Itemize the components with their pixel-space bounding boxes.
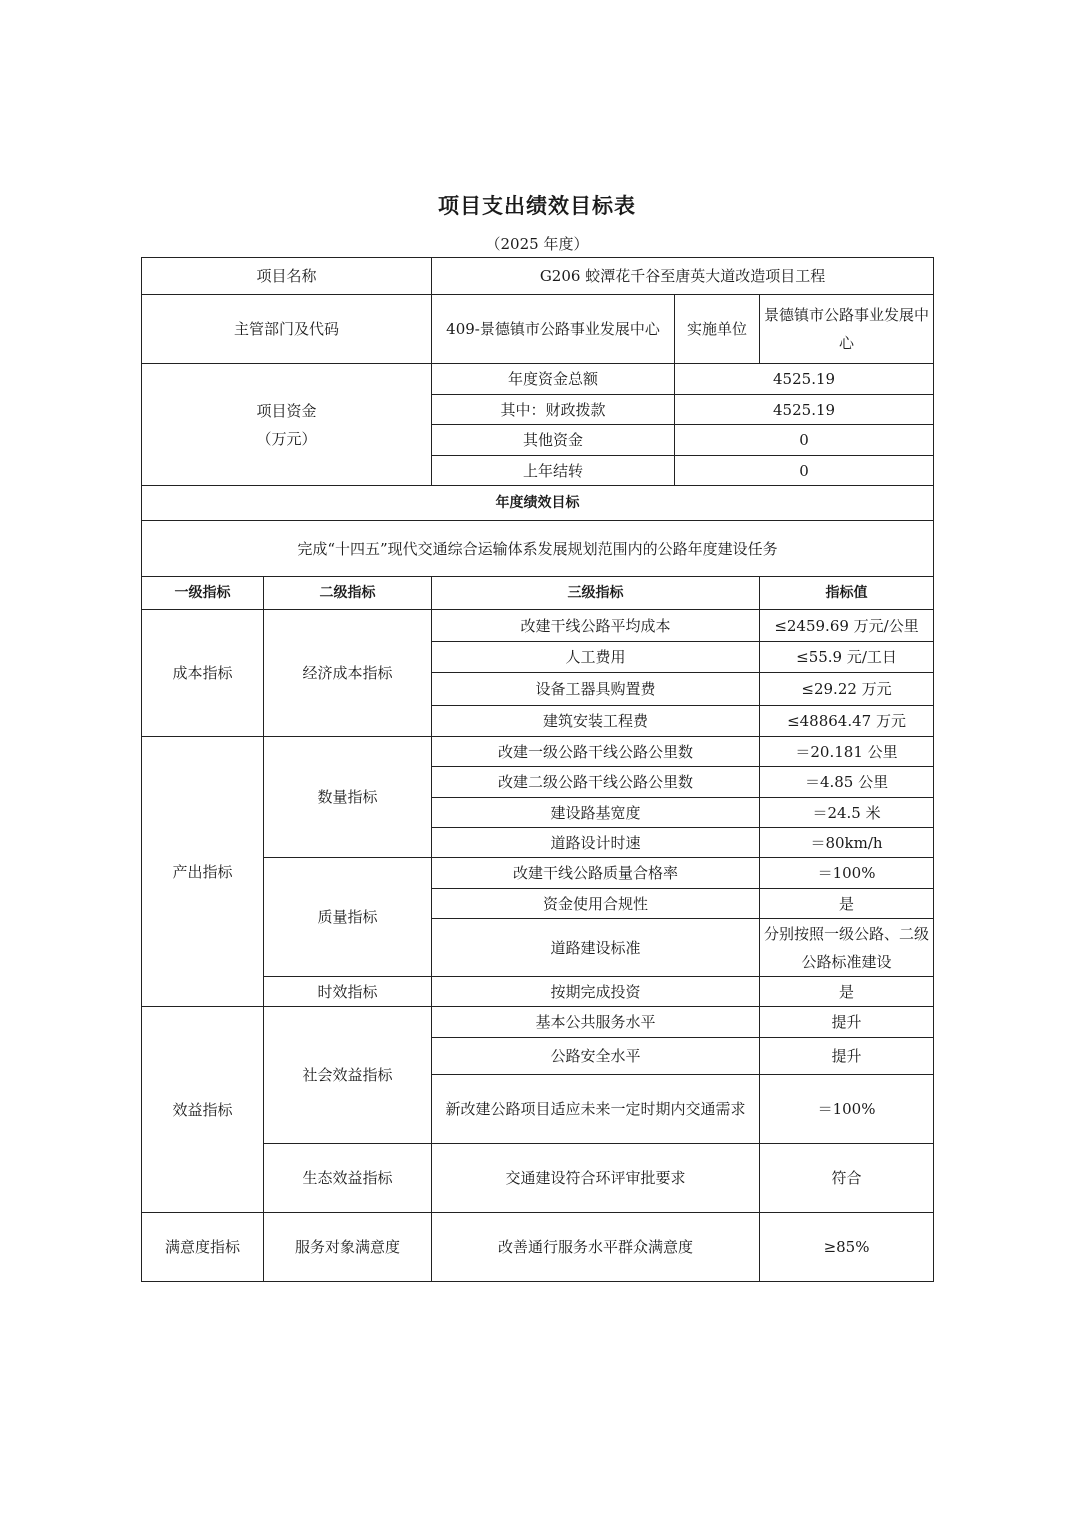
value-cell: ＝24.5 米 <box>760 798 934 828</box>
level2-ecological: 生态效益指标 <box>264 1144 432 1213</box>
annual-goal-row <box>142 521 934 577</box>
funds-item-label: 其中：财政拨款 <box>432 395 675 425</box>
level3-cell: 交通建设符合环评审批要求 <box>432 1144 760 1213</box>
value-cell: ≤48864.47 万元 <box>760 706 934 737</box>
level3-cell: 资金使用合规性 <box>432 889 760 919</box>
level2-economic-cost: 经济成本指标 <box>264 610 432 737</box>
value-cell: 是 <box>760 977 934 1007</box>
level2-quality: 质量指标 <box>264 858 432 977</box>
level3-cell: 改建干线公路平均成本 <box>432 610 760 642</box>
level3-cell: 公路安全水平 <box>432 1038 760 1075</box>
funds-label: 项目资金 <box>256 401 317 420</box>
impl-unit-value: 景德镇市公路事业发展中心 <box>760 295 934 364</box>
level3-cell: 基本公共服务水平 <box>432 1007 760 1038</box>
dept-row <box>142 295 934 364</box>
level1-cost: 成本指标 <box>142 610 264 737</box>
header-level2: 二级指标 <box>264 577 432 610</box>
value-cell: ≤29.22 万元 <box>760 673 934 706</box>
funds-unit: （万元） <box>256 429 317 448</box>
level3-cell: 人工费用 <box>432 642 760 673</box>
level3-cell: 建筑安装工程费 <box>432 706 760 737</box>
level1-satisfaction: 满意度指标 <box>142 1213 264 1282</box>
funds-item-value: 0 <box>675 425 934 456</box>
funds-item-label: 年度资金总额 <box>432 364 675 395</box>
level3-cell: 建设路基宽度 <box>432 798 760 828</box>
value-cell: 符合 <box>760 1144 934 1213</box>
value-cell: ＝4.85 公里 <box>760 767 934 798</box>
funds-item-label: 其他资金 <box>432 425 675 456</box>
funds-label-cell <box>142 364 432 486</box>
annual-goal-header: 年度绩效目标 <box>142 486 934 521</box>
level2-social: 社会效益指标 <box>264 1007 432 1144</box>
value-cell: ≤2459.69 万元/公里 <box>760 610 934 642</box>
level2-timeliness: 时效指标 <box>264 977 432 1007</box>
annual-goal-text: 完成“十四五”现代交通综合运输体系发展规划范围内的公路年度建设任务 <box>142 521 934 577</box>
level3-cell: 设备工器具购置费 <box>432 673 760 706</box>
value-cell: 提升 <box>760 1007 934 1038</box>
level1-output: 产出指标 <box>142 737 264 1007</box>
funds-item-value: 0 <box>675 456 934 486</box>
level3-cell: 新改建公路项目适应未来一定时期内交通需求 <box>432 1075 760 1144</box>
impl-unit-label: 实施单位 <box>675 295 760 364</box>
table-row <box>142 737 934 767</box>
level3-cell: 道路建设标准 <box>432 919 760 977</box>
header-level1: 一级指标 <box>142 577 264 610</box>
header-level3: 三级指标 <box>432 577 760 610</box>
funds-item-label: 上年结转 <box>432 456 675 486</box>
performance-goal-table <box>141 257 934 1282</box>
level3-cell: 改善通行服务水平群众满意度 <box>432 1213 760 1282</box>
indicator-header-row <box>142 577 934 610</box>
level2-service-satisfaction: 服务对象满意度 <box>264 1213 432 1282</box>
level1-benefit: 效益指标 <box>142 1007 264 1213</box>
level2-quantity: 数量指标 <box>264 737 432 858</box>
level3-cell: 改建干线公路质量合格率 <box>432 858 760 889</box>
level3-cell: 改建一级公路干线公路公里数 <box>432 737 760 767</box>
annual-goal-header-row <box>142 486 934 521</box>
value-cell: ＝20.181 公里 <box>760 737 934 767</box>
project-name-label: 项目名称 <box>142 258 432 295</box>
value-cell: ≤55.9 元/工日 <box>760 642 934 673</box>
dept-label: 主管部门及代码 <box>142 295 432 364</box>
table-row <box>142 1007 934 1038</box>
page-subtitle: （2025 年度） <box>485 235 589 253</box>
value-cell: 是 <box>760 889 934 919</box>
level3-cell: 按期完成投资 <box>432 977 760 1007</box>
project-name-row <box>142 258 934 295</box>
project-name-value: G206 蛟潭花千谷至唐英大道改造项目工程 <box>432 258 934 295</box>
level3-cell: 改建二级公路干线公路公里数 <box>432 767 760 798</box>
header-value: 指标值 <box>760 577 934 610</box>
level3-cell: 道路设计时速 <box>432 828 760 858</box>
funds-item-value: 4525.19 <box>675 364 934 395</box>
value-cell: ≥85% <box>760 1213 934 1282</box>
table-row <box>142 1213 934 1282</box>
funds-item-value: 4525.19 <box>675 395 934 425</box>
table-row <box>142 610 934 642</box>
funds-row <box>142 364 934 395</box>
value-cell: 分别按照一级公路、二级公路标准建设 <box>760 919 934 977</box>
value-cell: ＝100% <box>760 858 934 889</box>
value-cell: ＝80km/h <box>760 828 934 858</box>
value-cell: ＝100% <box>760 1075 934 1144</box>
page-title: 项目支出绩效目标表 <box>438 194 636 218</box>
value-cell: 提升 <box>760 1038 934 1075</box>
dept-value: 409-景德镇市公路事业发展中心 <box>432 295 675 364</box>
